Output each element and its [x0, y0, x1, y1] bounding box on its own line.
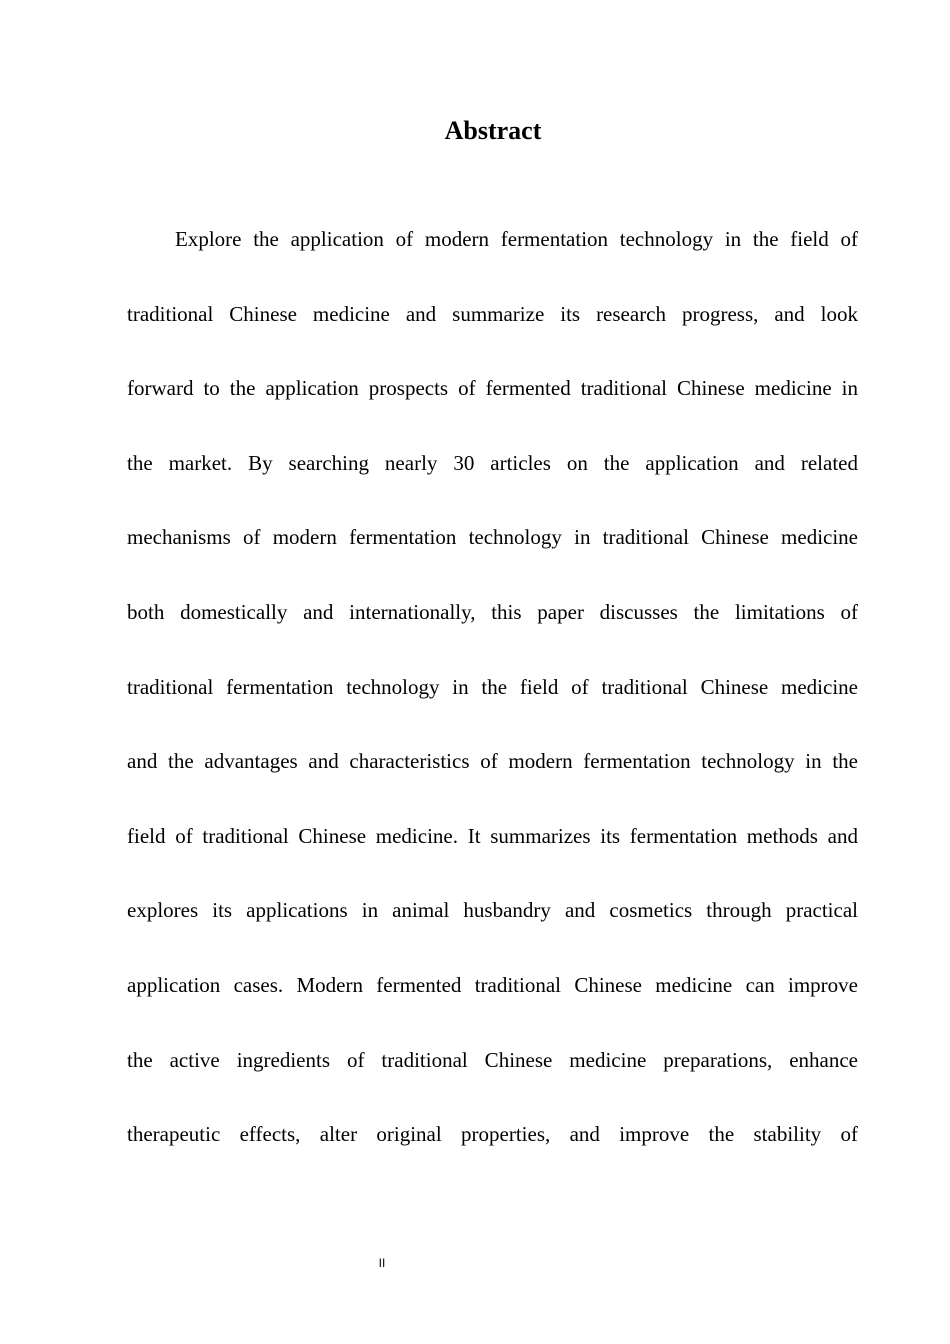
abstract-line: application cases. Modern fermented traditional Chinese medicine can improve: [127, 972, 858, 997]
abstract-line: field of traditional Chinese medicine. It summarizes its fermentation methods and: [127, 823, 858, 848]
abstract-line: therapeutic effects, alter original properties, and improve the stability of: [127, 1122, 858, 1147]
abstract-title: Abstract: [444, 116, 542, 145]
abstract-line: explores its applications in animal husbandry and cosmetics through practical: [127, 898, 858, 923]
abstract-line: the market. By searching nearly 30 articles on the application and related: [127, 450, 858, 475]
abstract-line: both domestically and internationally, this paper discusses the limitations of: [127, 599, 858, 624]
page-number: II: [378, 1256, 386, 1270]
abstract-line: traditional Chinese medicine and summarize its research progress, and look: [127, 301, 858, 326]
abstract-line: and the advantages and characteristics of modern fermentation technology in the: [127, 749, 858, 774]
abstract-line: forward to the application prospects of fermented traditional Chinese medicine in: [127, 376, 858, 401]
abstract-line: the active ingredients of traditional Chinese medicine preparations, enhance: [127, 1047, 858, 1072]
abstract-line: Explore the application of modern fermentation technology in the field of: [175, 227, 858, 251]
abstract-line: mechanisms of modern fermentation technology in traditional Chinese medicine: [127, 525, 858, 550]
abstract-line: traditional fermentation technology in the field of traditional Chinese medicine: [127, 674, 858, 699]
abstract-body: [127, 221, 858, 1191]
